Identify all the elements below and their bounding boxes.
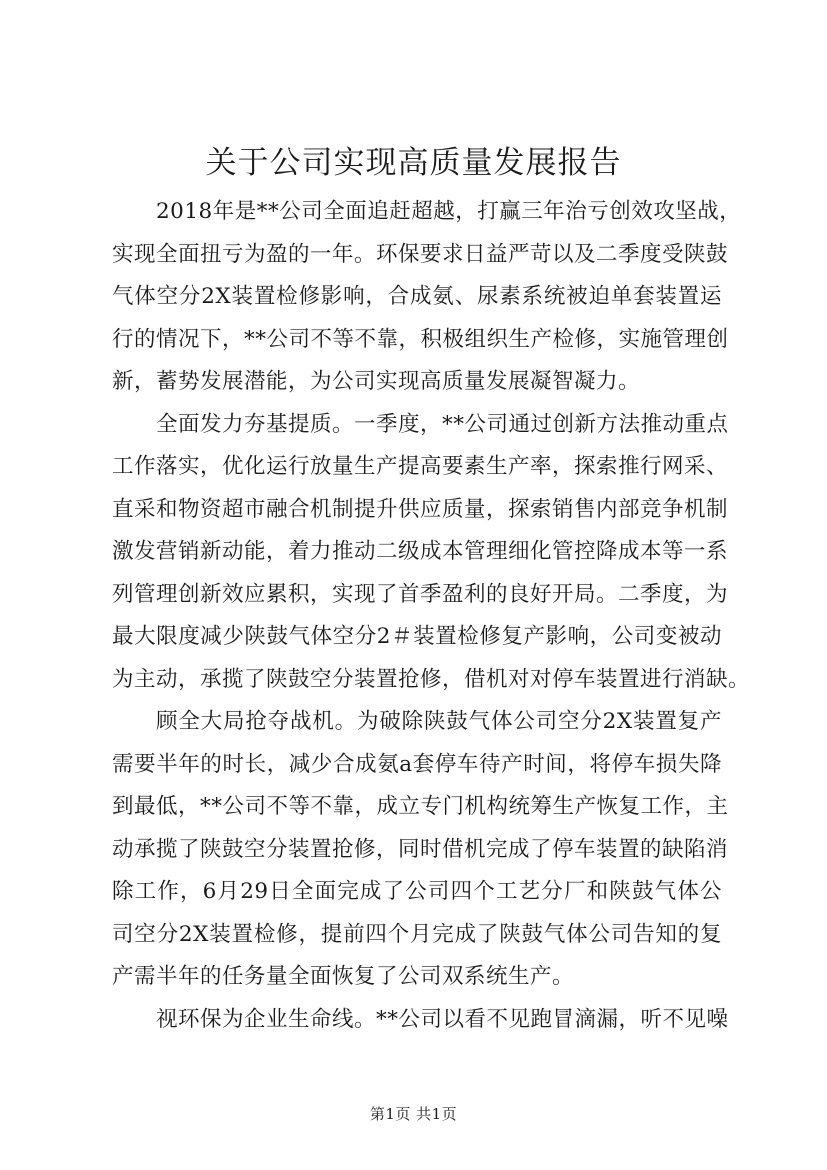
text-line: 实现全面扭亏为盈的一年。环保要求日益严苛以及二季度受陕鼓 [112, 241, 729, 267]
text-line: 除工作，6月29日全面完成了公司四个工艺分厂和陕鼓气体公 [112, 879, 722, 904]
document-title: 关于公司实现高质量发展报告 [205, 145, 622, 181]
text-line: 气体空分2X装置检修影响，合成氨、尿素系统被迫单套装置运 [112, 284, 722, 309]
text-line: 到最低，**公司不等不靠，成立专门机构统筹生产恢复工作，主 [112, 794, 729, 819]
text-line: 全面发力夯基提质。一季度，**公司通过创新方法推动重点 [156, 411, 729, 437]
text-line: 工作落实，优化运行放量生产提高要素生产率，探索推行网采、 [112, 454, 729, 479]
text-line: 激发营销新动能，着力推动二级成本管理细化管控降成本等一系 [112, 539, 729, 564]
text-line: 需要半年的时长，减少合成氨a套停车待产时间，将停车损失降 [112, 751, 722, 777]
text-line: 动承揽了陕鼓空分装置抢修，同时借机完成了停车装置的缺陷消 [112, 836, 729, 862]
text-line: 列管理创新效应累积，实现了首季盈利的良好开局。二季度，为 [112, 581, 729, 607]
text-line: 顾全大局抢夺战机。为破除陕鼓气体公司空分2X装置复产 [156, 709, 722, 734]
text-line: 直采和物资超市融合机制提升供应质量，探索销售内部竞争机制 [112, 496, 729, 522]
text-line: 产需半年的任务量全面恢复了公司双系统生产。 [112, 964, 575, 989]
text-line: 最大限度减少陕鼓气体空分2＃装置检修复产影响，公司变被动 [112, 624, 722, 649]
text-line: 视环保为企业生命线。**公司以看不见跑冒滴漏，听不见噪 [156, 1006, 729, 1032]
text-line: 2018年是**公司全面追赶超越，打赢三年治亏创效攻坚战， [156, 199, 742, 224]
text-line: 为主动，承揽了陕鼓空分装置抢修，借机对对停车装置进行消缺。 [112, 666, 751, 692]
page-footer: 第1页 共1页 [369, 1105, 458, 1123]
text-line: 行的情况下，**公司不等不靠，积极组织生产检修，实施管理创 [112, 326, 729, 352]
document-body [112, 191, 751, 1041]
text-line: 新，蓄势发展潜能，为公司实现高质量发展凝智凝力。 [112, 369, 641, 394]
text-line: 司空分2X装置检修，提前四个月完成了陕鼓气体公司告知的复 [112, 921, 722, 947]
